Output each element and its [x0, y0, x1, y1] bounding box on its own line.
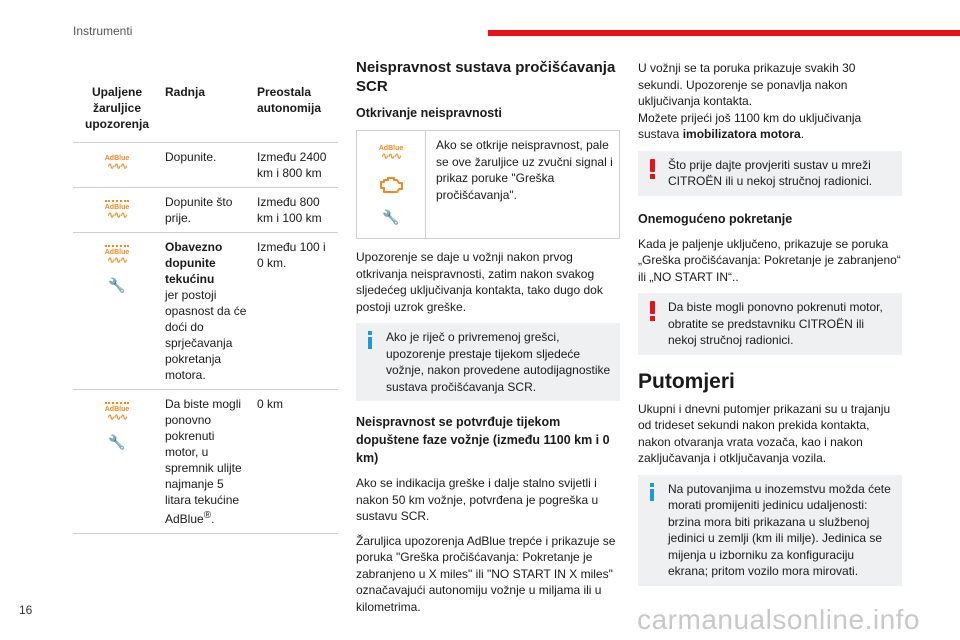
- table-row: [73, 143, 338, 188]
- table-cell-range: Između 100 i 0 km.: [251, 233, 338, 390]
- adblue-flashing-icon: AdBlue ∿∿∿: [105, 402, 130, 421]
- warning-table: [73, 78, 338, 534]
- table-row: [73, 233, 338, 390]
- exclamation-icon: [648, 159, 656, 179]
- warning-lights-box: [356, 130, 620, 239]
- info-icon: [366, 331, 374, 349]
- section-title-scr: Neispravnost sustava pročišćavanja SCR: [356, 59, 616, 95]
- watermark: carmanualsonline.info: [637, 604, 920, 635]
- engine-icon: [378, 176, 404, 194]
- header-title: Instrumenti: [73, 24, 133, 38]
- table-cell-action: Dopunite.: [159, 143, 251, 188]
- adblue-flashing-icon: AdBlue ∿∿∿: [105, 245, 130, 264]
- table-cell-range: 0 km: [251, 390, 338, 534]
- subheading-confirmed: Neispravnost se potvrđuje tijekom dopuštene faze vožnje (između 1100 km i 0 km): [356, 415, 610, 465]
- table-header-action: Radnja: [159, 78, 251, 143]
- column-scr: [356, 58, 620, 623]
- table-cell-action: Dopunite što prije.: [159, 188, 251, 233]
- table-header-range: Preostala autonomija: [251, 78, 338, 143]
- section-title-odometers: Putomjeri: [638, 369, 735, 393]
- table-row: AdBlue ∿∿∿ 🔧 Da biste mogli ponovno pokrenuti motor, u spremnik ulijte najmanje 5 litara tekućine AdBlue®. 0 km: [73, 390, 338, 534]
- paragraph: Žaruljica upozorenja AdBlue trepće i prikazuje se poruka "Greška pročišćavanja: Pokretanje je zabranjeno u X miles" ili "NO START IN X miles" označavajući autonomiju vožnje u miljama ili u kilometrima.: [356, 533, 616, 614]
- adblue-icon: AdBlue ∿∿∿: [104, 155, 130, 171]
- wrench-icon: 🔧: [108, 434, 126, 450]
- table-header-row: [73, 78, 338, 143]
- page-number: 16: [19, 603, 33, 617]
- table-cell-action: jer postoji opasnost da će doći do sprječavanja pokretanja motora.: [165, 288, 247, 382]
- wrench-icon: 🔧: [382, 209, 400, 225]
- column-right: U vožnji se ta poruka prikazuje svakih 30 sekundi. Upozorenje se ponavlja nakon uključivanja kontakta. Možete prijeći još 1100 km do uključivanja sustava imobilizatora motora. Što prije dajte provjeriti sustav u mreži CITROËN ili u nekoj stručnoj radionici. Onemogućeno pokretanje Kada je paljenje uključeno, prikazuje se poruka „Greška pročišćavanja: Pokretanje je zabranjeno“ ili „NO START IN“.. Da biste mogli ponovno pokrenuti motor, obratite se predstavniku CITROËN ili nekoj stručnoj radionici. Putomjeri Ukupni i dnevni putomjer prikazani su u trajanju od trideset sekundi nakon prekida kontakta, nakon otvaranja vrata vozača, kao i nakon zaključavanja i otključavanja vozila. Na putovanjima u inozemstvu možda ćete morati promijeniti jedinicu udaljenosti: brzina mora biti prikazana u službenoj jedinici u zemlji (km ili milje). Jedinica se mijenja u izborniku za konfiguraciju ekrana; pritom vozilo mora mirovati.: [638, 60, 902, 596]
- header-accent-bar: [488, 30, 960, 36]
- warning-note: Da biste mogli ponovno pokrenuti motor, obratite se predstavniku CITROËN ili nekoj stručnoj radionici.: [638, 293, 902, 355]
- paragraph: Upozorenje se daje u vožnji nakon prvog otkrivanja neispravnosti, zatim nakon svakog sljedećeg uključivanja kontakta, tako dugo dok postoji uzrok greške.: [356, 250, 603, 314]
- paragraph: U vožnji se ta poruka prikazuje svakih 30 sekundi. Upozorenje se ponavlja nakon uključivanja kontakta.: [638, 61, 856, 108]
- adblue-flashing-icon: AdBlue ∿∿∿: [105, 200, 130, 219]
- table-cell-action: Da biste mogli ponovno pokrenuti motor, u spremnik ulijte najmanje 5 litara tekućine AdBlue: [165, 397, 242, 526]
- paragraph: Kada je paljenje uključeno, prikazuje se poruka „Greška pročišćavanja: Pokretanje je zabranjeno“ ili „NO START IN“..: [638, 236, 901, 284]
- exclamation-icon: [648, 301, 656, 321]
- warning-lights-text: Ako se otkrije neispravnost, pale se ove žaruljice uz zvučni signal i prikaz poruke "Greška pročišćavanja".: [425, 131, 619, 238]
- table-header-lights: Upaljene žaruljice upozorenja: [73, 78, 159, 143]
- paragraph: Ukupni i dnevni putomjer prikazani su u trajanju od trideset sekundi nakon prekida kontakta, nakon otvaranja vrata vozača, kao i nakon zaključavanja i otključavanja vozila.: [638, 401, 891, 465]
- info-note: Na putovanjima u inozemstvu možda ćete morati promijeniti jedinicu udaljenosti: brzina mora biti prikazana u službenoj jedinici u zemlji (km ili milje). Jedinica se mijenja u izborniku za konfiguraciju ekrana; pritom vozilo mora mirovati.: [638, 475, 902, 586]
- wrench-icon: 🔧: [108, 277, 126, 293]
- paragraph: Ako se indikacija greške i dalje stalno svijetli i nakon 50 km vožnje, potvrđena je pogreška u sustavu SCR.: [356, 476, 599, 523]
- adblue-icon: AdBlue ∿∿∿: [378, 145, 404, 161]
- table-cell-action-bold: Obavezno dopunite tekućinu: [165, 240, 223, 286]
- subheading-start-disabled: Onemogućeno pokretanje: [638, 211, 793, 226]
- info-note: Ako je riječ o privremenoj grešci, upozorenje prestaje tijekom sljedeće vožnje, nakon provedene autodijagnostike sustava pročišćavanja SCR.: [356, 323, 620, 401]
- subheading-detection: Otkrivanje neispravnosti: [356, 106, 502, 120]
- info-icon: [648, 483, 656, 501]
- warning-note: Što prije dajte provjeriti sustav u mreži CITROËN ili u nekoj stručnoj radionici.: [638, 151, 902, 196]
- table-row: [73, 188, 338, 233]
- table-cell-range: Između 2400 km i 800 km: [251, 143, 338, 188]
- table-cell-range: Između 800 km i 100 km: [251, 188, 338, 233]
